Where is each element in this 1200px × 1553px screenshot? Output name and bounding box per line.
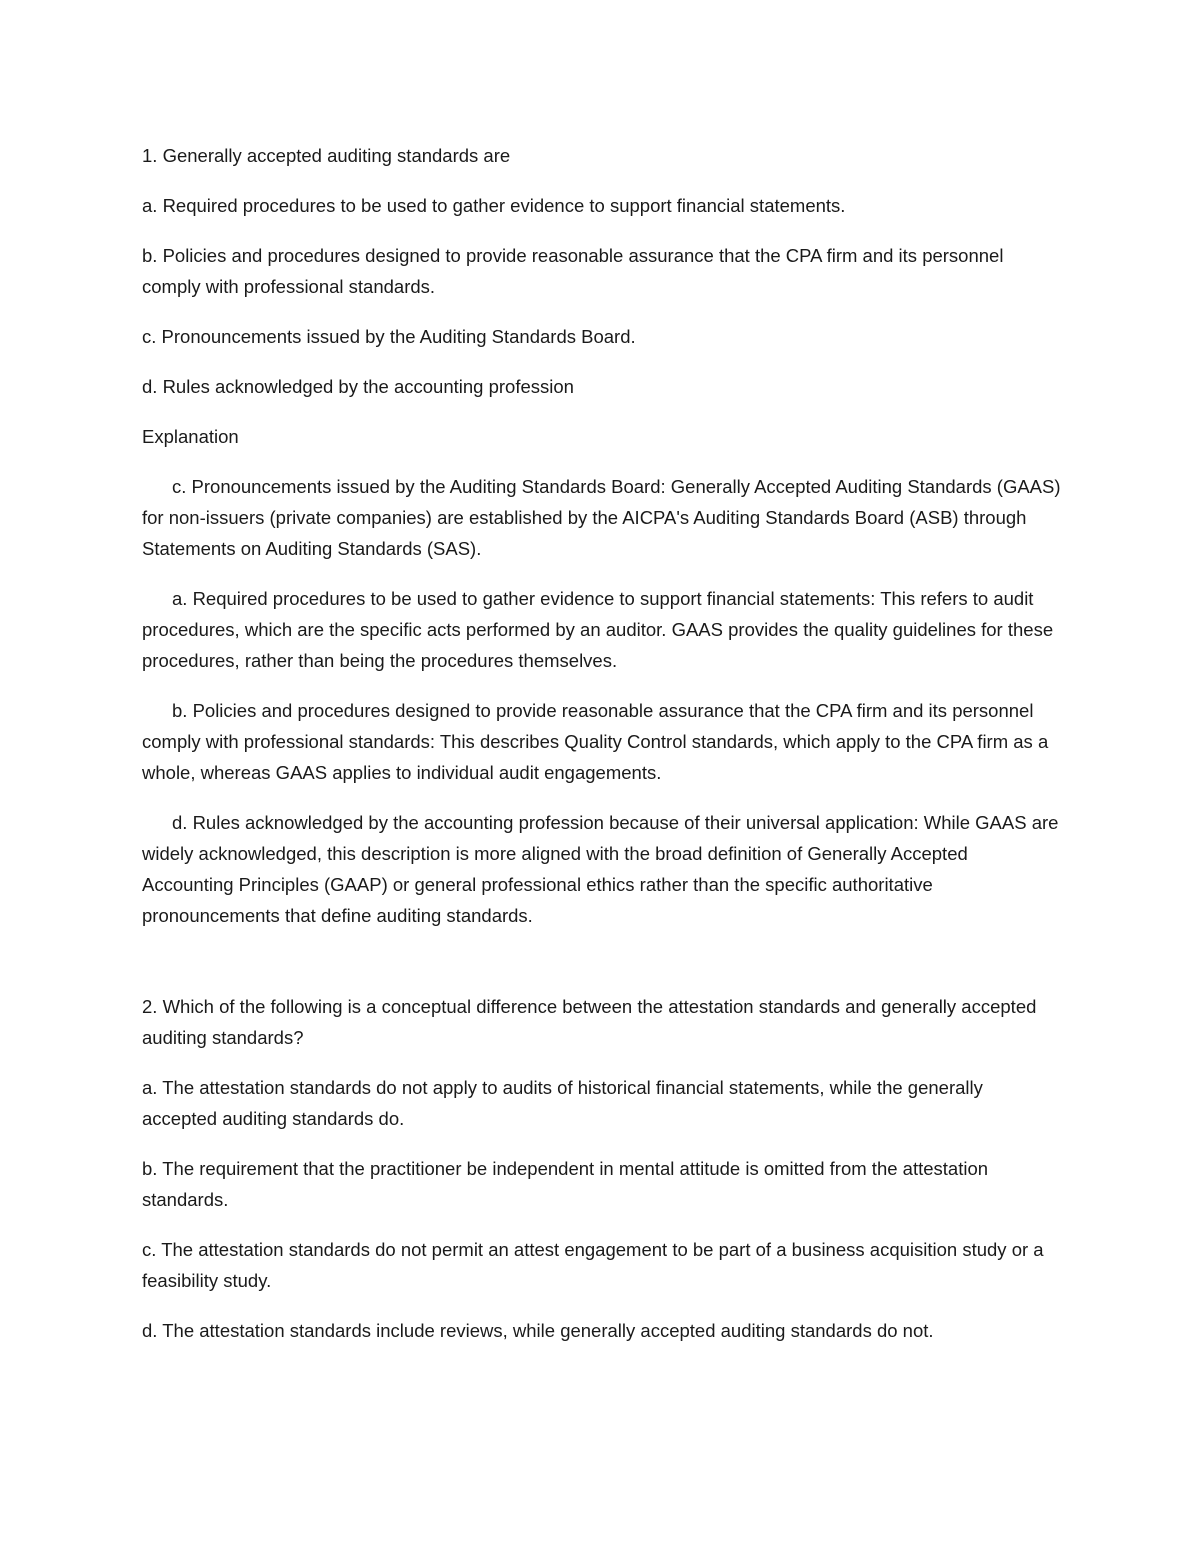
q2-option-c: c. The attestation standards do not permit an attest engagement to be part of a business acquisition study or a feasibility study. — [142, 1239, 1044, 1291]
explanation-a: a. Required procedures to be used to gather evidence to support financial statements: This refers to audit procedures, which are the specific acts performed by an auditor. GAAS provides the quality guidelines for these procedures, rather than being the procedures themselves. — [142, 588, 1054, 671]
q1-option-c: c. Pronouncements issued by the Auditing Standards Board. — [142, 326, 636, 347]
q2-option-b: b. The requirement that the practitioner be independent in mental attitude is omitted from the attestation standards. — [142, 1158, 989, 1210]
q1-option-d: d. Rules acknowledged by the accounting profession — [142, 376, 574, 397]
question-2: 2. Which of the following is a conceptual difference between the attestation standards and generally accepted auditing standards? — [142, 996, 1037, 1048]
explanation-b: b. Policies and procedures designed to provide reasonable assurance that the CPA firm and its personnel comply with professional standards: This describes Quality Control standards, which apply to the CPA firm as a whole, whereas GAAS applies to individual audit engagements. — [142, 700, 1049, 783]
section-spacer — [142, 950, 1062, 991]
explanation-d: d. Rules acknowledged by the accounting profession because of their universal application: While GAAS are widely acknowledged, this description is more aligned with the broad definition of Generally Accepted Accounting Principles (GAAP) or general professional ethics rather than the specific authoritative pronouncements that define auditing standards. — [142, 812, 1059, 926]
q1-option-b: b. Policies and procedures designed to provide reasonable assurance that the CPA firm and its personnel comply with professional standards. — [142, 245, 1004, 297]
explanation-c: c. Pronouncements issued by the Auditing Standards Board: Generally Accepted Auditing Standards (GAAS) for non-issuers (private companies) are established by the AICPA's Auditing Standards Board (ASB) through Statements on Auditing Standards (SAS). — [142, 476, 1061, 559]
q1-option-a: a. Required procedures to be used to gather evidence to support financial statements. — [142, 195, 846, 216]
q2-option-a: a. The attestation standards do not apply to audits of historical financial statements, while the generally accepted auditing standards do. — [142, 1077, 983, 1129]
q2-option-d: d. The attestation standards include reviews, while generally accepted auditing standards do not. — [142, 1320, 934, 1341]
explanation-heading: Explanation — [142, 426, 239, 447]
question-1: 1. Generally accepted auditing standards are — [142, 145, 511, 166]
document-page — [142, 140, 1062, 1365]
